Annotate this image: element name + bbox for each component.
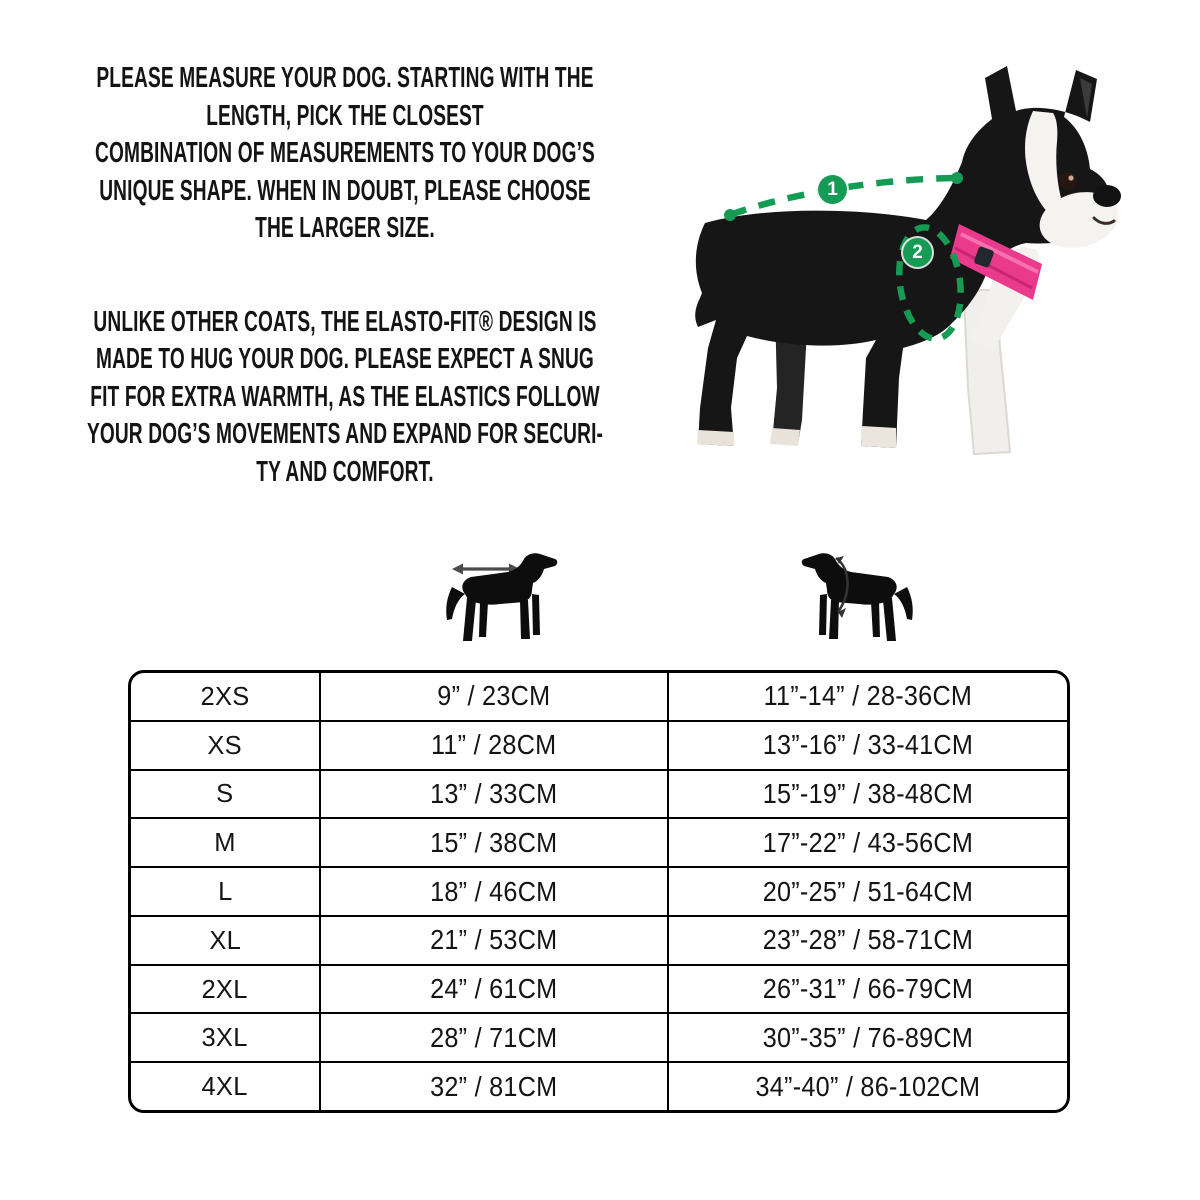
instruction-line: TY AND COMFORT.: [256, 455, 434, 488]
instruction-line: UNLIKE OTHER COATS, THE ELASTO-FIT® DESIGN IS: [93, 305, 597, 338]
size-chart-table: [128, 670, 1070, 1113]
size-cell: S: [216, 778, 234, 809]
length-cell: 28” / 71CM: [319, 1014, 667, 1061]
size-cell: 3XL: [201, 1022, 249, 1053]
size-cell: 4XL: [201, 1071, 249, 1102]
dog-length-arrow-icon: [444, 550, 566, 646]
girth-cell: 13”-16” / 33-41CM: [667, 722, 1067, 769]
length-cell: 24” / 61CM: [319, 966, 667, 1013]
elasto-fit-paragraph: [55, 304, 636, 492]
sizing-instructions: [55, 60, 636, 491]
dog-girth-arrow-icon: [792, 548, 918, 648]
length-cell: 18” / 46CM: [319, 868, 667, 915]
instruction-line: LENGTH, PICK THE CLOSEST: [206, 99, 484, 132]
girth-cell: 17”-22” / 43-56CM: [667, 819, 1067, 866]
instruction-line: THE LARGER SIZE.: [255, 212, 435, 244]
instruction-line: UNIQUE SHAPE. WHEN IN DOUBT, PLEASE CHOOSE: [99, 174, 591, 207]
table-row: [131, 866, 1067, 915]
measure-instructions-paragraph: [55, 60, 636, 248]
table-row: [131, 1061, 1067, 1110]
dog-photo-illustration: [680, 48, 1170, 488]
girth-column-icon: [792, 548, 918, 653]
length-cell: 32” / 81CM: [319, 1063, 667, 1110]
length-cell: 21” / 53CM: [319, 917, 667, 964]
size-cell: M: [214, 827, 236, 858]
girth-cell: 11”-14” / 28-36CM: [667, 673, 1067, 720]
dog-measurement-photo: [680, 48, 1170, 488]
measurement-marker-1: 1: [818, 175, 847, 204]
size-cell: 2XS: [200, 680, 250, 711]
length-cell: 11” / 28CM: [319, 722, 667, 769]
measurement-marker-2: 2: [903, 238, 932, 267]
instruction-line: YOUR DOG’S MOVEMENTS AND EXPAND FOR SECURI-: [86, 418, 604, 450]
table-row: [131, 673, 1067, 720]
size-cell: XS: [207, 729, 243, 760]
size-cell: L: [217, 876, 233, 907]
length-column-icon: [444, 550, 566, 651]
length-cell: 13” / 33CM: [319, 771, 667, 818]
girth-cell: 15”-19” / 38-48CM: [667, 771, 1067, 818]
girth-cell: 20”-25” / 51-64CM: [667, 868, 1067, 915]
table-row: [131, 769, 1067, 818]
size-cell: XL: [209, 924, 241, 955]
instruction-line: MADE TO HUG YOUR DOG. PLEASE EXPECT A SNUG: [96, 343, 594, 375]
instruction-line: FIT FOR EXTRA WARMTH, AS THE ELASTICS FOLLOW: [90, 380, 600, 413]
length-cell: 9” / 23CM: [319, 673, 667, 720]
girth-cell: 30”-35” / 76-89CM: [667, 1014, 1067, 1061]
length-cell: 15” / 38CM: [319, 819, 667, 866]
table-row: [131, 720, 1067, 769]
table-row: [131, 964, 1067, 1013]
instruction-line: PLEASE MEASURE YOUR DOG. STARTING WITH THE: [96, 62, 594, 94]
girth-cell: 26”-31” / 66-79CM: [667, 966, 1067, 1013]
table-row: [131, 1012, 1067, 1061]
girth-cell: 23”-28” / 58-71CM: [667, 917, 1067, 964]
size-cell: 2XL: [201, 973, 249, 1004]
table-row: [131, 915, 1067, 964]
instruction-line: COMBINATION OF MEASUREMENTS TO YOUR DOG’S: [95, 137, 595, 169]
table-row: [131, 817, 1067, 866]
girth-cell: 34”-40” / 86-102CM: [667, 1063, 1067, 1110]
